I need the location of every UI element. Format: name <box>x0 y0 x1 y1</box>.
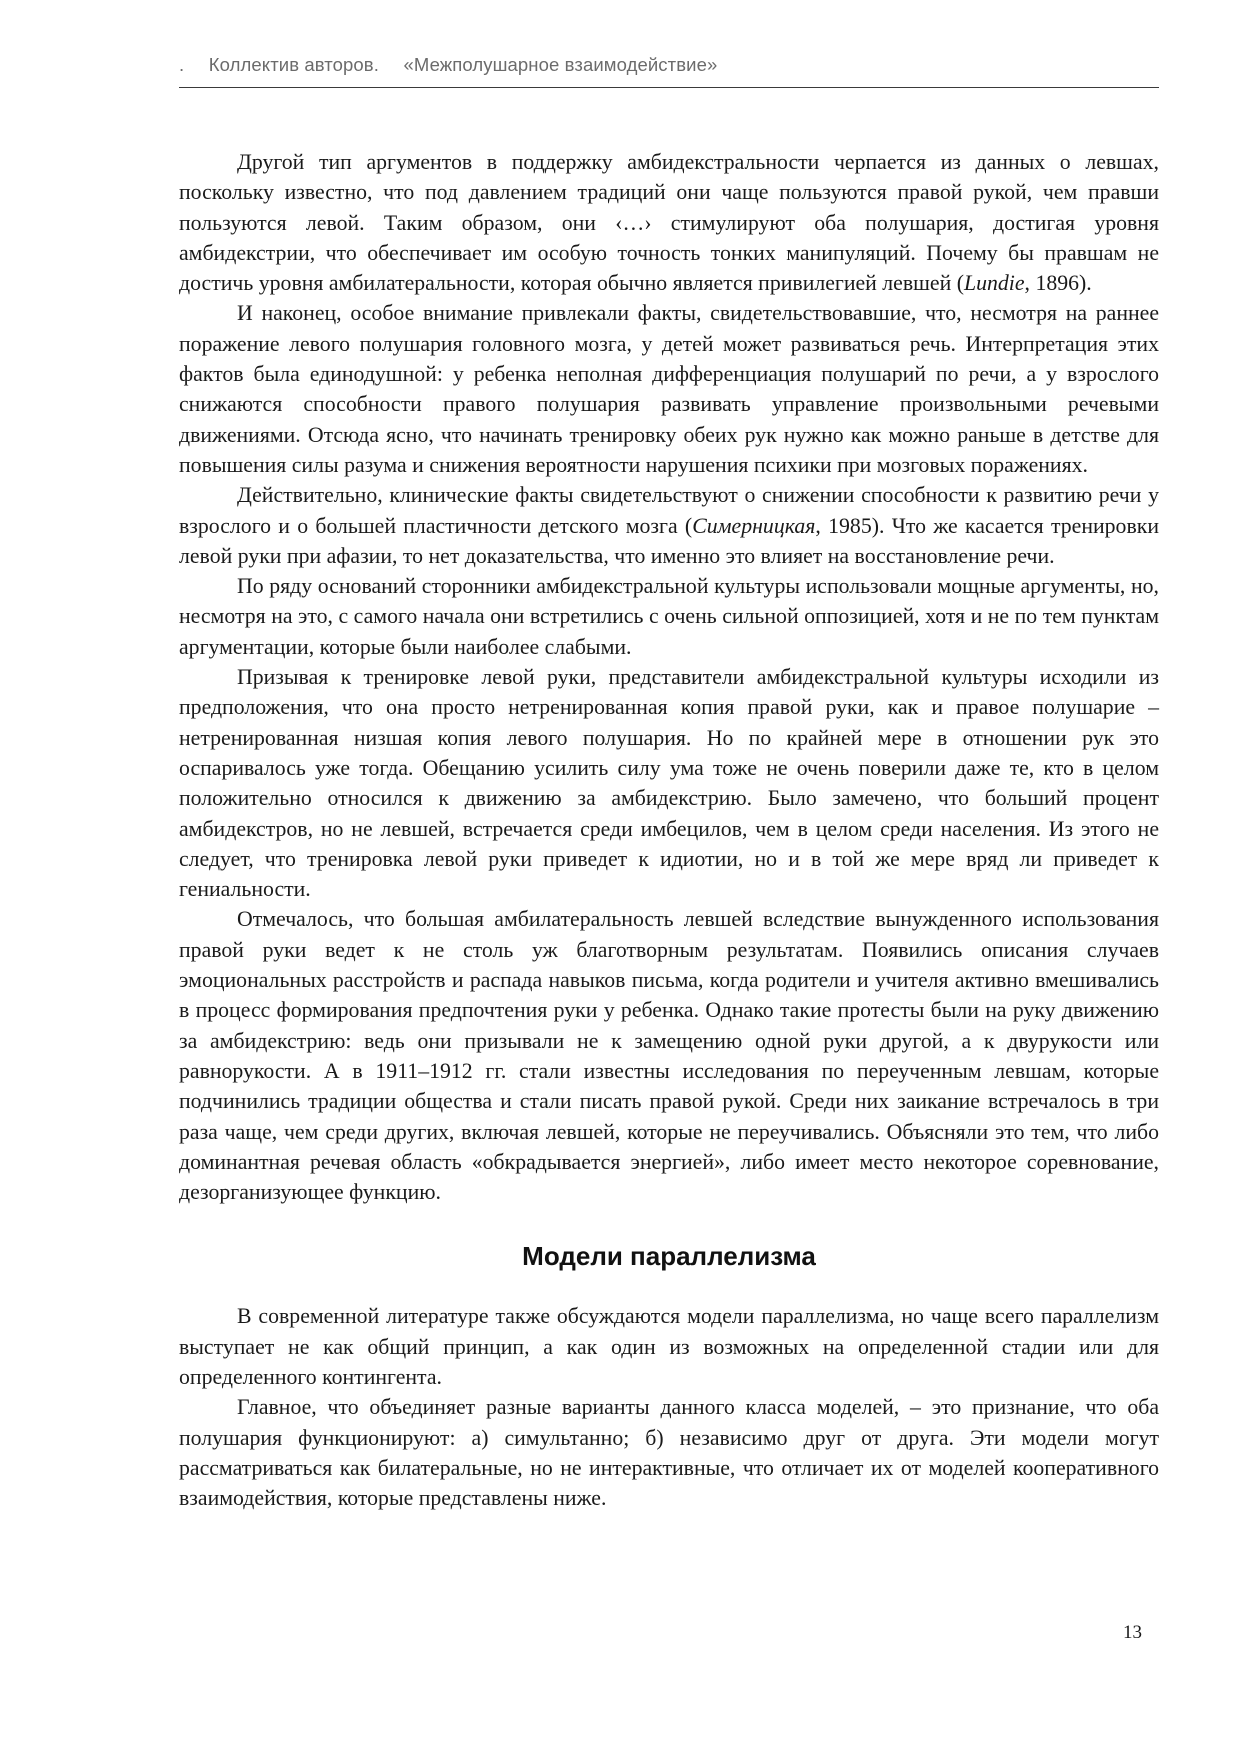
paragraph <box>179 571 1159 662</box>
citation-author: Симерницкая <box>692 513 816 538</box>
paragraph <box>179 147 1159 298</box>
paragraph <box>179 1392 1159 1513</box>
paragraph <box>179 1301 1159 1392</box>
header-dot: . <box>179 54 185 75</box>
paragraph-text: Отмечалось, что большая амбилатеральность левшей вследствие вынужденного использования правой руки ведет к не столь уж благотворным результатам. Появились описания случаев эмоциональных расстройств и распада навыков письма, когда родители и учителя активно вмешивались в процесс формирования предпочтения руки у ребенка. Однако такие протесты были на руку движению за амбидекстрию: ведь они призывали не к замещению одной руки другой, а к двурукости или равнорукости. А в 1911–1912 гг. стали известны исследования по переученным левшам, которые подчинились традиции общества и стали писать правой рукой. Среди них заикание встречалось в три раза чаще, чем среди других, включая левшей, которые не переучивались. Объясняли это тем, что либо доминантная речевая область «обкрадывается энергией», либо имеет место некоторое соревнование, дезорганизующее функцию. <box>179 907 1159 1205</box>
running-header <box>179 54 1159 76</box>
paragraph-text: В современной литературе также обсуждаются модели параллелизма, но чаще всего параллелизм выступает не как общий принцип, а как один из возможных на определенной стадии или для определенного контингента. <box>179 1304 1159 1389</box>
page-body <box>179 147 1159 1513</box>
paragraph-text: Действительно, клинические факты свидетельствуют о снижении способности к развитию речи у взрослого и о большей пластичности детского мозга ( <box>179 483 1159 538</box>
paragraph <box>179 662 1159 904</box>
paragraph-text: По ряду оснований сторонники амбидекстральной культуры использовали мощные аргументы, но, несмотря на это, с самого начала они встретились с очень сильной оппозицией, хотя и не по тем пунктам аргументации, которые были наиболее слабыми. <box>179 574 1159 659</box>
section-intro-paragraphs <box>179 147 1159 1207</box>
page-number: 13 <box>1123 1622 1142 1643</box>
section-heading: Модели параллелизма <box>522 1241 816 1272</box>
paragraph <box>179 298 1159 480</box>
section-parallelism-paragraphs <box>179 1301 1159 1513</box>
paragraph-text: И наконец, особое внимание привлекали факты, свидетельствовавшие, что, несмотря на раннее поражение левого полушария головного мозга, у детей может развиваться речь. Интерпретация этих фактов была единодушной: у ребенка неполная дифференциация полушарий по речи, а у взрослого снижаются способности правого полушария развивать управление произвольными речевыми движениями. Отсюда ясно, что начинать тренировку обеих рук нужно как можно раньше в детстве для повышения силы разума и снижения вероятности нарушения психики при мозговых поражениях. <box>179 301 1159 477</box>
header-book-title: «Межполушарное взаимодействие» <box>403 54 718 75</box>
header-authors: Коллектив авторов. <box>208 54 379 75</box>
citation-author: Lundie <box>963 271 1025 296</box>
paragraph <box>179 480 1159 571</box>
paragraph-text: Призывая к тренировке левой руки, представители амбидекстральной культуры исходили из предположения, что она просто нетренированная копия правой руки, как и правое полушарие – нетренированная низшая копия левого полушария. Но по крайней мере в отношении рук это оспаривалось уже тогда. Обещанию усилить силу ума тоже не очень поверили даже те, кто в целом положительно относился к движению за амбидекстрию. Было замечено, что больший процент амбидекстров, но не левшей, встречается среди имбецилов, чем в целом среди населения. Из этого не следует, что тренировка левой руки приведет к идиотии, но и в той же мере вряд ли приведет к гениальности. <box>179 665 1159 902</box>
paragraph-text: Другой тип аргументов в поддержку амбидекстральности черпается из данных о левшах, поскольку известно, что под давлением традиций они чаще пользуются правой рукой, чем правши пользуются левой. Таким образом, они ‹…› стимулируют оба полушария, достигая уровня амбидекстрии, что обеспечивает им особую точность тонких манипуляций. Почему бы правшам не достичь уровня амбилатеральности, которая обычно является привилегией левшей ( <box>179 150 1159 296</box>
paragraph-text: , 1985). Что же касается тренировки левой руки при афазии, то нет доказательства, что именно это влияет на восстановление речи. <box>179 513 1160 568</box>
paragraph-text: , 1896). <box>1024 271 1092 296</box>
header-divider <box>179 87 1159 88</box>
paragraph-text: Главное, что объединяет разные варианты данного класса моделей, – это признание, что оба полушария функционируют: а) симультанно; б) независимо друг от друга. Эти модели могут рассматриваться как билатеральные, но не интерактивные, что отличает их от моделей кооперативного взаимодействия, которые представлены ниже. <box>179 1395 1159 1511</box>
paragraph <box>179 904 1159 1207</box>
